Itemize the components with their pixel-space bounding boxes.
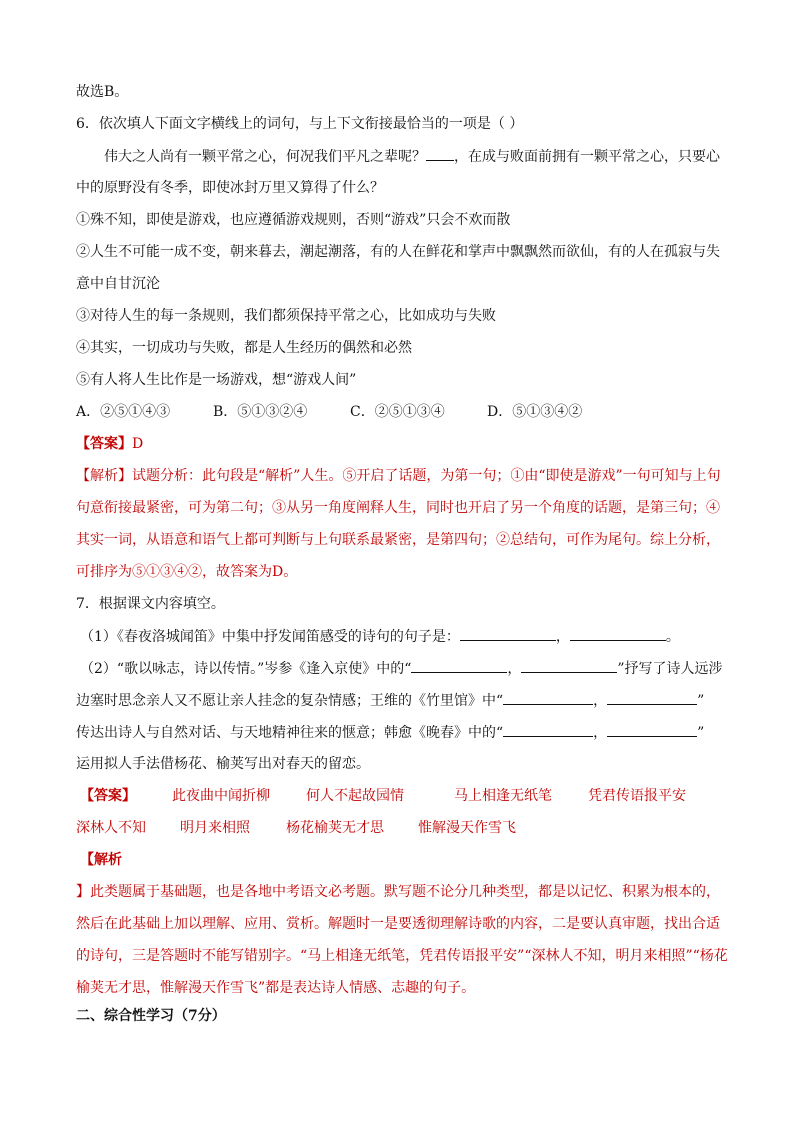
- q6-options: [76, 402, 726, 422]
- q7-blank-1: [460, 626, 556, 641]
- q7-blank-7: [503, 722, 593, 737]
- q6-passage-line-2: 中的原野没有冬季，即使冰封万里又算得了什么？: [76, 180, 384, 196]
- q7-part-2-line-2: 边塞时思念亲人又不愿让亲人挂念的复杂情感；王维的《竹里馆》中“ ， ”: [76, 690, 726, 711]
- q7-stem: 7．根据课文内容填空。: [76, 596, 225, 612]
- q7-blank-3: [411, 658, 507, 673]
- q6-analysis-4: 可排序为⑤①③④②，故答案为D。: [76, 564, 298, 580]
- q6-sentence-2b: 意中自甘沉沦: [76, 276, 160, 292]
- q6-passage-line-1: 伟大之人尚有一颗平常之心，何况我们平凡之辈呢？ ，在成与败面前拥有一颗平常之心，只要心: [104, 146, 754, 167]
- q7-part-2-line-3: 传达出诗人与自然对话、与天地精神往来的惬意；韩愈《晚春》中的“ ， ”: [76, 722, 726, 743]
- q6-option-c: C．②⑤①③④: [350, 404, 445, 420]
- q6-option-d: D．⑤①③④②: [487, 404, 583, 420]
- q6-sentence-5: ⑤有人将人生比作是一场游戏，想“游戏人间”: [76, 372, 357, 388]
- q6-sentence-2a: ②人生不可能一成不变，朝来暮去，潮起潮落，有的人在鲜花和掌声中飘飘然而欲仙，有的人在孤寂与失: [76, 244, 720, 260]
- q6-sentence-1: ①殊不知，即使是游戏，也应遵循游戏规则，否则“游戏”只会不欢而散: [76, 212, 511, 228]
- q7-analysis-4: 榆荚无才思，惟解漫天作雪飞”都是表达诗人情感、志趣的句子。: [76, 980, 476, 996]
- q6-option-a: A．②⑤①④③: [76, 404, 171, 420]
- q7-part-1: （1）《春夜洛城闻笛》中集中抒发闻笛感受的诗句的句子是： ， 。: [80, 626, 730, 647]
- q6-stem: 6．依次填人下面文字横线上的词句，与上下文衔接最恰当的一项是（ ）: [76, 116, 524, 132]
- q7-analysis-2: 然后在此基础上加以理解、应用、赏析。解题时一是要透彻理解诗歌的内容，二是要认真审题，找出合适: [76, 916, 720, 932]
- q7-analysis-1: 】此类题属于基础题，也是各地中考语文必考题。默写题不论分几种类型，都是以记忆、积累为根本的，: [76, 884, 720, 900]
- q7-part-2-line-4: 运用拟人手法借杨花、榆荚写出对春天的留恋。: [76, 756, 370, 772]
- q6-analysis-1: 【解析】试题分析：此句段是“解析”人生。⑤开启了话题，为第一句；①由“即使是游戏”一句可知与上句: [76, 468, 721, 484]
- q7-analysis-3: 的诗句，三是答题时不能写错别字。“马上相逢无纸笔，凭君传语报平安”“深林人不知，明月来相照”“杨花: [76, 948, 728, 964]
- section-2-heading: 二、综合性学习（7分）: [76, 1008, 226, 1024]
- q6-sentence-3: ③对待人生的每一条规则，我们都须保持平常之心，比如成功与失败: [76, 308, 496, 324]
- q6-answer: 【答案】D: [76, 436, 144, 452]
- q7-blank-5: [503, 690, 593, 705]
- q6-blank: [426, 146, 454, 161]
- q6-sentence-4: ④其实，一切成功与失败，都是人生经历的偶然和必然: [76, 340, 412, 356]
- q7-answer-line-2: 深林人不知 明月来相照 杨花榆荚无才思 惟解漫天作雪飞: [76, 820, 516, 836]
- q6-analysis-3: 其实一词，从语意和语气上都可判断与上句联系最紧密，是第四句；②总结句，可作为尾句。综上分析，: [76, 532, 720, 548]
- q7-blank-8: [607, 722, 697, 737]
- q7-part-2-line-1: （2）“歌以咏志，诗以传情。”岑参《逢入京使》中的“ ， ”抒写了诗人远涉: [80, 658, 730, 679]
- q7-analysis-label: 【解析: [80, 852, 122, 868]
- q7-blank-6: [607, 690, 697, 705]
- prev-answer: 故选B。: [76, 84, 129, 100]
- q6-analysis-2: 句意衔接最紧密，可为第二句；③从另一角度阐释人生，同时也开启了另一个角度的话题，是第三句；④: [76, 500, 720, 516]
- q7-blank-4: [521, 658, 617, 673]
- q7-answer-line-1: 【答案】 此夜曲中闻折柳 何人不起故园情 马上相逢无纸笔 凭君传语报平安: [80, 788, 686, 804]
- q6-option-b: B．⑤①③②④: [213, 404, 308, 420]
- q7-blank-2: [570, 626, 666, 641]
